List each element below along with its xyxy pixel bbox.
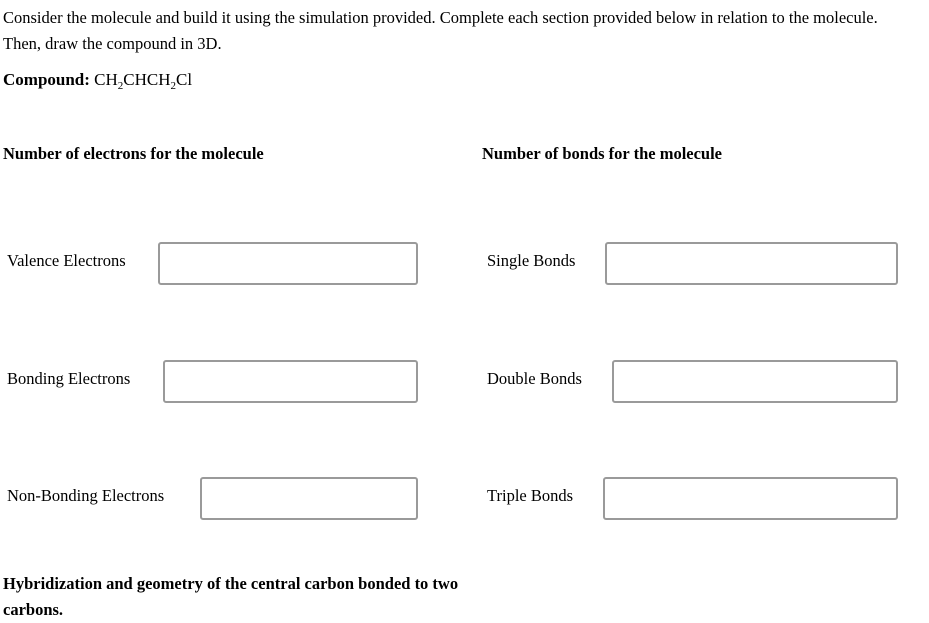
valence-electrons-label: Valence Electrons — [7, 251, 126, 270]
double-bonds-input[interactable] — [612, 360, 898, 403]
single-bonds-input[interactable] — [605, 242, 898, 285]
non-bonding-electrons-input[interactable] — [200, 477, 418, 520]
electrons-heading: Number of electrons for the molecule — [3, 144, 264, 163]
compound-label: Compound: — [3, 70, 90, 89]
bonding-electrons-input[interactable] — [163, 360, 418, 403]
bonding-electrons-label: Bonding Electrons — [7, 369, 131, 388]
triple-bonds-label: Triple Bonds — [487, 486, 574, 505]
bonds-heading: Number of bonds for the molecule — [482, 144, 723, 163]
non-bonding-electrons-label: Non-Bonding Electrons — [7, 486, 165, 505]
hybridization-heading: Hybridization and geometry of the central carbon bonded to two carbons. — [3, 574, 459, 619]
valence-electrons-input[interactable] — [158, 242, 418, 285]
single-bonds-label: Single Bonds — [487, 251, 576, 270]
double-bonds-label: Double Bonds — [487, 369, 582, 388]
compound-formula: $CH_2CHCH_2Cl$ — [94, 70, 193, 92]
compound-line — [3, 68, 192, 92]
instructions-text: Consider the molecule and build it using the simulation provided. Complete each section provided below in relation to the molecule. Then, draw the compound in 3D. — [3, 8, 878, 53]
triple-bonds-input[interactable] — [603, 477, 898, 520]
